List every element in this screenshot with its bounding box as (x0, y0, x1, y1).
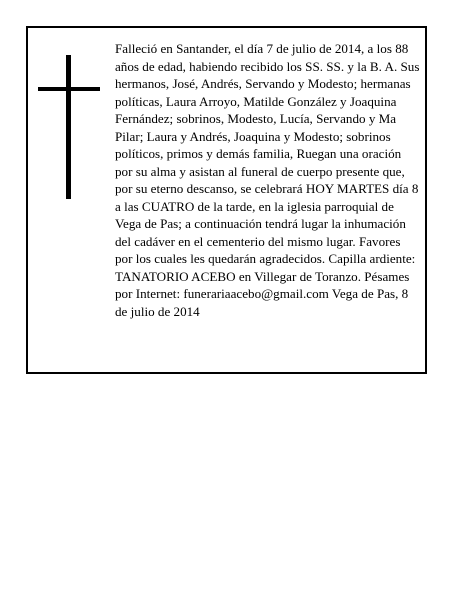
latin-cross-icon (38, 55, 100, 199)
obituary-notice (26, 26, 427, 374)
cross-horizontal-bar (38, 87, 100, 91)
obituary-text: Falleció en Santander, el día 7 de julio de 2014, a los 88 años de edad, habiendo recibido los SS. SS. y la B. A. Sus hermanos, José, Andrés, Servando y Modesto; hermanas políticas, Laura Arroyo, Matilde González y Joaquina Fernández; sobrinos, Modesto, Lucía, Servando y Ma Pilar; Laura y Andrés, Joaquina y Modesto; sobrinos políticos, primos y demás familia, Ruegan una oración por su alma y asistan al funeral de cuerpo presente que, por su eterno descanso, se celebrará HOY MARTES día 8 a las CUATRO de la tarde, en la iglesia parroquial de Vega de Pas; a continuación tendrá lugar la inhumación del cadáver en el cementerio del mismo lugar. Favores por los cuales les quedarán agradecidos. Capilla ardiente: TANATORIO ACEBO en Villegar de Toranzo. Pésames por Internet: funerariaacebo@gmail.com Vega de Pas, 8 de julio de 2014 (115, 41, 420, 319)
cross-vertical-bar (66, 55, 71, 199)
